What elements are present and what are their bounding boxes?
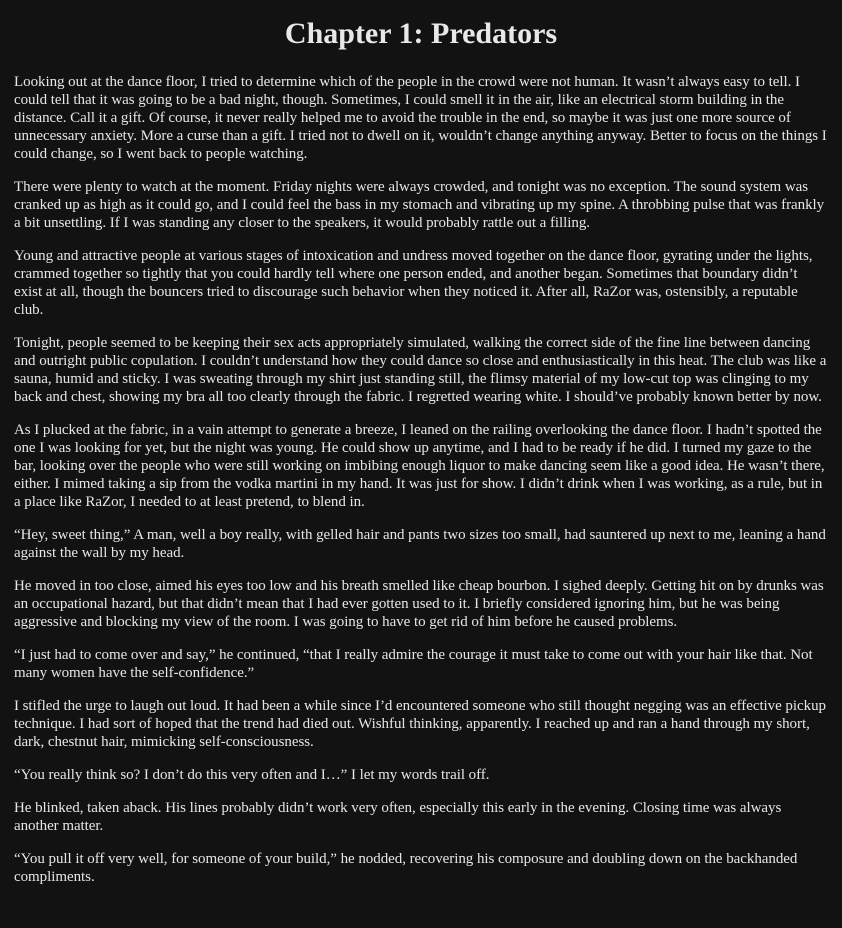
paragraph: He blinked, taken aback. His lines probably didn’t work very often, especially this early in the evening. Closing time was always another matter. xyxy=(14,800,782,834)
chapter-title: Chapter 1: Predators xyxy=(284,17,558,50)
paragraph: I stifled the urge to laugh out loud. It had been a while since I’d encountered someone who still thought negging was an effective pickup technique. I had sort of hoped that the trend had died out. Wishful thinking, apparently. I reached up and ran a hand through my short, dark, chestnut hair, mimicking self-consciousness. xyxy=(14,698,826,750)
paragraph: Young and attractive people at various stages of intoxication and undress moved together on the dance floor, gyrating under the lights, crammed together so tightly that you could hardly tell where one person ended, and another began. Sometimes that boundary didn’t exist at all, though the bouncers tried to discourage such behavior when they noticed it. After all, RaZor was, ostensibly, a reputable club. xyxy=(14,248,813,318)
paragraph: Tonight, people seemed to be keeping their sex acts appropriately simulated, walking the correct side of the fine line between dancing and outright public copulation. I couldn’t understand how they could dance so close and enthusiastically in this heat. The club was like a sauna, humid and sticky. I was sweating through my shirt just standing still, the flimsy material of my low-cut top was clinging to my back and chest, showing my bra all too clearly through the fabric. I regretted wearing white. I should’ve probably known better by now. xyxy=(14,335,827,405)
paragraph: “I just had to come over and say,” he continued, “that I really admire the courage it must take to come out with your hair like that. Not many women have the self-confidence.” xyxy=(14,647,813,681)
paragraph: Looking out at the dance floor, I tried to determine which of the people in the crowd were not human. It wasn’t always easy to tell. I could tell that it was going to be a bad night, though. Sometimes, I could smell it in the air, like an electrical storm building in the distance. Call it a gift. Of course, it never really helped me to avoid the trouble in the end, so maybe it was just one more source of unnecessary anxiety. More a curse than a gift. I tried not to dwell on it, wouldn’t change anything anyway. Better to focus on the things I could change, so I went back to people watching. xyxy=(14,74,827,162)
paragraph: “You really think so? I don’t do this very often and I…” I let my words trail off. xyxy=(14,767,490,783)
paragraph: There were plenty to watch at the moment. Friday nights were always crowded, and tonight was no exception. The sound system was cranked up as high as it could go, and I could feel the bass in my stomach and vibrating up my spine. A throbbing pulse that was frankly a bit unsettling. If I was standing any closer to the speakers, it would probably rattle out a filling. xyxy=(14,179,825,231)
paragraph: “Hey, sweet thing,” A man, well a boy really, with gelled hair and pants two sizes too small, had sauntered up next to me, leaning a hand against the wall by my head. xyxy=(14,527,826,561)
paragraph: As I plucked at the fabric, in a vain attempt to generate a breeze, I leaned on the railing overlooking the dance floor. I hadn’t spotted the one I was looking for yet, but the night was young. He could show up anytime, and I had to be ready if he did. I turned my gaze to the bar, looking over the people who were still working on imbibing enough liquor to make dancing seem like a good idea. He wasn’t there, either. I mimed taking a sip from the vodka martini in my hand. It was just for show. I didn’t drink when I was working, as a rule, but in a place like RaZor, I needed to at least pretend, to blend in. xyxy=(14,422,825,510)
paragraph: He moved in too close, aimed his eyes too low and his breath smelled like cheap bourbon. I sighed deeply. Getting hit on by drunks was an occupational hazard, but that didn’t mean that I had ever gotten used to it. I briefly considered ignoring him, but he was being aggressive and blocking my view of the room. I was going to have to get rid of him before he caused problems. xyxy=(14,578,824,630)
paragraph: “You pull it off very well, for someone of your build,” he nodded, recovering his composure and doubling down on the backhanded compliments. xyxy=(14,851,798,885)
chapter-body xyxy=(14,73,828,886)
